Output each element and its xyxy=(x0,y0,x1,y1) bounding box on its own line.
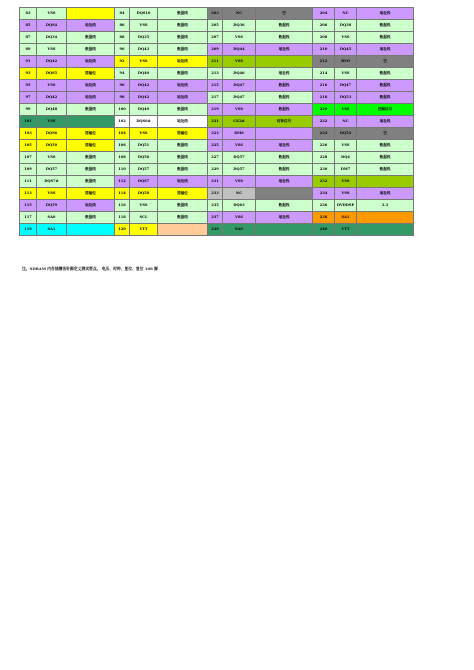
cell-function: 地址线 xyxy=(67,92,115,104)
cell-signal: DQ38 xyxy=(335,20,357,32)
cell-function: 地址线 xyxy=(158,80,208,92)
cell-pin: 101 xyxy=(20,116,37,128)
cell-signal: DQ46 xyxy=(223,68,256,80)
cell-function: 数据线 xyxy=(256,32,313,44)
cell-function: 地址线 xyxy=(158,92,208,104)
cell-pin: 97 xyxy=(20,92,37,104)
cell-pin: 95 xyxy=(20,80,37,92)
cell-pin: 236 xyxy=(313,200,335,212)
cell-function: 数据线 xyxy=(158,32,208,44)
cell-function: 数据线 xyxy=(357,164,414,176)
cell-signal: DQS7# xyxy=(37,176,67,188)
cell-signal: SA0 xyxy=(223,224,256,236)
cell-function: 简输位 xyxy=(158,188,208,200)
cell-function xyxy=(256,56,313,68)
cell-pin: 113 xyxy=(20,188,37,200)
cell-signal: VSS xyxy=(37,80,67,92)
cell-signal: VSS xyxy=(130,200,158,212)
cell-pin: 107 xyxy=(20,152,37,164)
cell-pin: 115 xyxy=(20,200,37,212)
cell-function xyxy=(67,116,115,128)
cell-signal: DQ56 xyxy=(130,152,158,164)
cell-signal: VSS xyxy=(335,68,357,80)
cell-pin: 84 xyxy=(115,8,130,20)
cell-signal: VSS xyxy=(335,188,357,200)
cell-pin: 230 xyxy=(313,164,335,176)
cell-pin: 208 xyxy=(313,32,335,44)
cell-signal: DQ59 xyxy=(37,200,67,212)
cell-signal: VSS xyxy=(335,32,357,44)
cell-signal: DQS4 xyxy=(37,20,67,32)
cell-signal: VSS xyxy=(223,140,256,152)
table-row xyxy=(20,116,414,128)
cell-function xyxy=(256,224,313,236)
cell-signal: RVO xyxy=(335,56,357,68)
cell-pin: 110 xyxy=(115,164,130,176)
cell-signal: DQ57 xyxy=(37,164,67,176)
cell-pin: 87 xyxy=(20,32,37,44)
cell-function: 地址线 xyxy=(256,68,313,80)
cell-function: 简输位 xyxy=(67,128,115,140)
cell-signal: VSS xyxy=(37,44,67,56)
cell-pin: 226 xyxy=(313,140,335,152)
cell-function: 地址线 xyxy=(357,116,414,128)
cell-pin: 118 xyxy=(115,212,130,224)
cell-function: 地址线 xyxy=(67,80,115,92)
cell-pin: 206 xyxy=(313,20,335,32)
cell-signal: VTT xyxy=(130,224,158,236)
cell-function: 数据线 xyxy=(256,200,313,212)
cell-pin: 116 xyxy=(115,200,130,212)
cell-signal: DQ47 xyxy=(223,92,256,104)
pinout-table-body xyxy=(20,8,414,236)
cell-signal: DQ57 xyxy=(223,164,256,176)
cell-pin: 240 xyxy=(313,224,335,236)
cell-signal: SA1 xyxy=(37,224,67,236)
cell-function: 地址线 xyxy=(256,212,313,224)
cell-signal: VSS xyxy=(37,8,67,20)
cell-signal: DQ53 xyxy=(335,92,357,104)
cell-function xyxy=(256,188,313,200)
cell-signal: VSS xyxy=(223,56,256,68)
cell-function: 数据线 xyxy=(357,152,414,164)
table-row xyxy=(20,152,414,164)
cell-function: 空 xyxy=(256,8,313,20)
cell-function: 时钟信号 xyxy=(256,116,313,128)
table-row xyxy=(20,200,414,212)
cell-function: 数据线 xyxy=(256,152,313,164)
cell-signal: DQ42 xyxy=(37,56,67,68)
cell-pin: 88 xyxy=(115,32,130,44)
cell-signal: DQS7 xyxy=(130,176,158,188)
cell-pin: 83 xyxy=(20,8,37,20)
cell-pin: 98 xyxy=(115,92,130,104)
cell-function xyxy=(67,8,115,20)
cell-function: 数据线 xyxy=(357,140,414,152)
cell-function: 空 xyxy=(357,128,414,140)
cell-pin: 231 xyxy=(208,176,223,188)
cell-signal: CK2# xyxy=(223,116,256,128)
cell-function: 地址线 xyxy=(67,200,115,212)
table-row xyxy=(20,44,414,56)
table-row xyxy=(20,164,414,176)
cell-function xyxy=(67,224,115,236)
cell-function: 数据线 xyxy=(256,104,313,116)
cell-pin: 102 xyxy=(115,116,130,128)
cell-function xyxy=(158,224,208,236)
cell-pin: 224 xyxy=(313,128,335,140)
cell-function xyxy=(357,212,414,224)
cell-function: 地址线 xyxy=(357,8,414,20)
cell-signal: SCL xyxy=(130,212,158,224)
cell-signal: DVDDSP xyxy=(335,200,357,212)
cell-signal: DQS6 xyxy=(37,128,67,140)
cell-function: 数据线 xyxy=(158,104,208,116)
cell-function: 简输位 xyxy=(67,188,115,200)
cell-function: 数据线 xyxy=(357,80,414,92)
table-row xyxy=(20,8,414,20)
cell-signal: DQ42 xyxy=(37,92,67,104)
cell-signal: DQ63 xyxy=(223,200,256,212)
cell-function: 地址线 xyxy=(67,20,115,32)
cell-pin: 106 xyxy=(115,140,130,152)
cell-function: 数据线 xyxy=(256,80,313,92)
cell-signal: VSS xyxy=(37,152,67,164)
cell-function: 地址线 xyxy=(158,116,208,128)
cell-pin: 228 xyxy=(313,152,335,164)
table-row xyxy=(20,140,414,152)
cell-function: 空 xyxy=(357,56,414,68)
cell-function: 数据线 xyxy=(256,20,313,32)
cell-signal: DQ49 xyxy=(130,104,158,116)
cell-pin: 117 xyxy=(20,212,37,224)
cell-function: 数据线 xyxy=(67,176,115,188)
table-row xyxy=(20,56,414,68)
cell-function: 简输位 xyxy=(67,140,115,152)
cell-pin: 119 xyxy=(20,224,37,236)
cell-signal: VSS xyxy=(130,20,158,32)
cell-pin: 104 xyxy=(115,128,130,140)
cell-function: 数据线 xyxy=(357,68,414,80)
cell-signal: DQ43 xyxy=(130,44,158,56)
cell-pin: 215 xyxy=(208,80,223,92)
cell-function: 数据线 xyxy=(357,92,414,104)
cell-pin: 217 xyxy=(208,92,223,104)
cell-function: 数据线 xyxy=(158,140,208,152)
cell-function: 数据线 xyxy=(158,152,208,164)
cell-signal: DM7 xyxy=(335,164,357,176)
cell-signal: DQ45 xyxy=(335,44,357,56)
cell-function: 地址线 xyxy=(158,176,208,188)
cell-pin: 223 xyxy=(208,128,223,140)
cell-pin: 103 xyxy=(20,128,37,140)
cell-signal: VSS xyxy=(37,188,67,200)
table-row xyxy=(20,224,414,236)
cell-signal: VSS xyxy=(335,104,357,116)
cell-function: 数据线 xyxy=(67,164,115,176)
cell-function: 数据线 xyxy=(158,212,208,224)
cell-function: 3.3 xyxy=(357,200,414,212)
cell-signal: DM6 xyxy=(223,128,256,140)
cell-signal: DQS5 xyxy=(37,68,67,80)
cell-pin: 109 xyxy=(20,164,37,176)
table-row xyxy=(20,68,414,80)
table-row xyxy=(20,80,414,92)
table-row xyxy=(20,104,414,116)
cell-pin: 207 xyxy=(208,32,223,44)
cell-pin: 212 xyxy=(313,56,335,68)
cell-function: 数据线 xyxy=(67,44,115,56)
cell-signal: VSS xyxy=(37,116,67,128)
cell-function: 数据线 xyxy=(158,44,208,56)
table-row xyxy=(20,212,414,224)
cell-pin: 114 xyxy=(115,188,130,200)
cell-pin: 94 xyxy=(115,68,130,80)
cell-signal: VSS xyxy=(223,32,256,44)
cell-pin: 229 xyxy=(208,164,223,176)
cell-pin: 221 xyxy=(208,116,223,128)
cell-signal: DQ54 xyxy=(335,128,357,140)
cell-pin: 105 xyxy=(20,140,37,152)
cell-pin: 227 xyxy=(208,152,223,164)
cell-pin: 210 xyxy=(313,44,335,56)
cell-signal: NC xyxy=(223,8,256,20)
cell-signal: DQ42 xyxy=(130,92,158,104)
cell-pin: 213 xyxy=(208,68,223,80)
cell-pin: 120 xyxy=(115,224,130,236)
cell-signal: VSS xyxy=(223,176,256,188)
cell-function: 地址线 xyxy=(357,188,414,200)
cell-pin: 100 xyxy=(115,104,130,116)
cell-pin: 225 xyxy=(208,140,223,152)
pinout-table xyxy=(19,7,414,236)
cell-pin: 219 xyxy=(208,104,223,116)
cell-signal: DQ36 xyxy=(223,20,256,32)
cell-pin: 237 xyxy=(208,212,223,224)
cell-function: 数据线 xyxy=(67,212,115,224)
cell-signal: DQ40 xyxy=(130,68,158,80)
table-row xyxy=(20,128,414,140)
table-row xyxy=(20,20,414,32)
cell-function: 数据线 xyxy=(158,68,208,80)
cell-signal: DQ47 xyxy=(223,80,256,92)
cell-signal: DQ48 xyxy=(37,104,67,116)
cell-pin: 85 xyxy=(20,20,37,32)
footnote: 注。SDRAM 内存插槽各针脚定义测试要点。 电压、时钟、复位、复位 168 脚 xyxy=(22,266,158,271)
cell-signal: NC xyxy=(335,8,357,20)
cell-function: 数据线 xyxy=(256,92,313,104)
cell-signal: VSS xyxy=(223,212,256,224)
cell-pin: 111 xyxy=(20,176,37,188)
cell-pin: 218 xyxy=(313,92,335,104)
cell-pin: 91 xyxy=(20,56,37,68)
cell-pin: 93 xyxy=(20,68,37,80)
cell-pin: 89 xyxy=(20,44,37,56)
cell-pin: 90 xyxy=(115,44,130,56)
cell-pin: 220 xyxy=(313,104,335,116)
cell-signal: VSS xyxy=(223,104,256,116)
cell-function: 数据线 xyxy=(158,164,208,176)
cell-pin: 232 xyxy=(313,176,335,188)
cell-function: 控制信号 xyxy=(357,104,414,116)
cell-signal: DQ47 xyxy=(335,80,357,92)
cell-function: 数据线 xyxy=(67,32,115,44)
cell-signal: SA0 xyxy=(37,212,67,224)
table-row xyxy=(20,188,414,200)
cell-function: 地址线 xyxy=(357,44,414,56)
cell-signal: NC xyxy=(223,188,256,200)
cell-pin: 214 xyxy=(313,68,335,80)
cell-signal: DQ57 xyxy=(130,164,158,176)
cell-function xyxy=(256,128,313,140)
cell-function: 数据线 xyxy=(256,164,313,176)
cell-pin: 216 xyxy=(313,80,335,92)
cell-pin: 234 xyxy=(313,188,335,200)
cell-pin: 209 xyxy=(208,44,223,56)
cell-signal: DQ50 xyxy=(37,140,67,152)
cell-function xyxy=(357,176,414,188)
cell-signal: VTT xyxy=(335,224,357,236)
cell-pin: 203 xyxy=(208,8,223,20)
cell-pin: 86 xyxy=(115,20,130,32)
cell-pin: 235 xyxy=(208,200,223,212)
cell-signal: VSS xyxy=(335,176,357,188)
table-row xyxy=(20,176,414,188)
cell-signal: DQ58 xyxy=(130,188,158,200)
table-row xyxy=(20,92,414,104)
cell-signal: VSS xyxy=(335,140,357,152)
cell-pin: 205 xyxy=(208,20,223,32)
cell-pin: 99 xyxy=(20,104,37,116)
cell-function: 简输位 xyxy=(158,128,208,140)
cell-pin: 96 xyxy=(115,80,130,92)
cell-signal: DQ35 xyxy=(130,32,158,44)
cell-signal: DQ4 xyxy=(335,152,357,164)
cell-function: 数据线 xyxy=(158,200,208,212)
cell-signal: DQ57 xyxy=(223,152,256,164)
cell-signal: DQ42 xyxy=(130,80,158,92)
cell-function: 地址线 xyxy=(158,56,208,68)
cell-pin: 233 xyxy=(208,188,223,200)
cell-function: 数据线 xyxy=(357,20,414,32)
cell-signal: DQ34 xyxy=(37,32,67,44)
cell-pin: 238 xyxy=(313,212,335,224)
cell-function: 地址线 xyxy=(67,56,115,68)
cell-function: 地址线 xyxy=(256,44,313,56)
cell-pin: 108 xyxy=(115,152,130,164)
cell-function: 简输位 xyxy=(67,68,115,80)
cell-pin: 222 xyxy=(313,116,335,128)
cell-pin: 112 xyxy=(115,176,130,188)
cell-pin: 211 xyxy=(208,56,223,68)
cell-function: 数据线 xyxy=(357,32,414,44)
table-row xyxy=(20,32,414,44)
cell-signal: DQ44 xyxy=(223,44,256,56)
cell-function: 地址线 xyxy=(256,176,313,188)
cell-function: 数据线 xyxy=(158,20,208,32)
cell-pin: 204 xyxy=(313,8,335,20)
cell-signal: DQS10 xyxy=(130,8,158,20)
cell-signal: VSS xyxy=(130,128,158,140)
cell-signal: NC xyxy=(335,116,357,128)
cell-signal: DQS6# xyxy=(130,116,158,128)
cell-function: 数据线 xyxy=(67,104,115,116)
cell-function: 地址线 xyxy=(256,140,313,152)
cell-signal: VSS xyxy=(130,56,158,68)
cell-function xyxy=(357,224,414,236)
cell-signal: DQ51 xyxy=(130,140,158,152)
cell-signal: SA1 xyxy=(335,212,357,224)
cell-function: 数据线 xyxy=(67,152,115,164)
cell-pin: 239 xyxy=(208,224,223,236)
cell-function: 数据线 xyxy=(158,8,208,20)
cell-pin: 92 xyxy=(115,56,130,68)
